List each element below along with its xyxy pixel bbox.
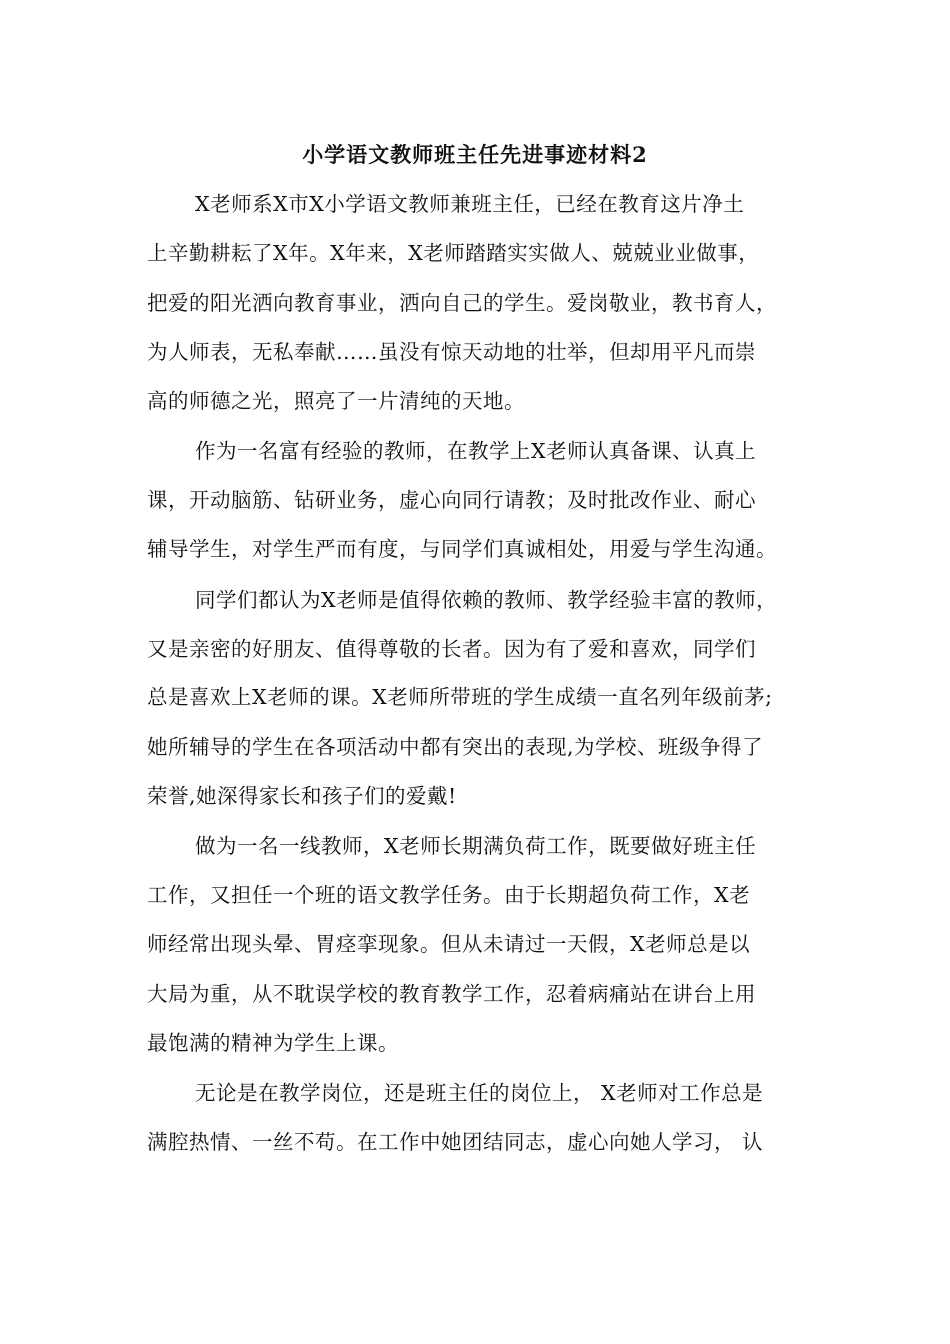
paragraph-1-line-4: 为人师表，无私奉献……虽没有惊天动地的壮举，但却用平凡而崇 (147, 340, 756, 364)
paragraph-1-line-3: 把爱的阳光洒向教育事业，洒向自己的学生。爱岗敬业，教书育人， (147, 291, 777, 315)
paragraph-3-line-4: 她所辅导的学生在各项活动中都有突出的表现,为学校、班级争得了 (147, 735, 764, 759)
paragraph-2-line-3: 辅导学生，对学生严而有度，与同学们真诚相处，用爱与学生沟通。 (147, 537, 777, 561)
paragraph-4-line-4: 大局为重，从不耽误学校的教育教学工作，忍着病痛站在讲台上用 (147, 982, 756, 1006)
paragraph-4-line-3: 师经常出现头晕、胃痉挛现象。但从未请过一天假，X老师总是以 (147, 932, 751, 956)
paragraph-4-line-1: 做为一名一线教师，X老师长期满负荷工作，既要做好班主任 (195, 834, 757, 858)
paragraph-3-line-2: 又是亲密的好朋友、值得尊敬的长者。因为有了爱和喜欢，同学们 (147, 637, 756, 661)
paragraph-1-line-2: 上辛勤耕耘了X年。X年来，X老师踏踏实实做人、兢兢业业做事， (147, 241, 760, 265)
paragraph-5-line-1: 无论是在教学岗位，还是班主任的岗位上， X老师对工作总是 (195, 1081, 764, 1105)
paragraph-3-line-5: 荣誉,她深得家长和孩子们的爱戴! (147, 784, 457, 808)
paragraph-4-line-5: 最饱满的精神为学生上课。 (147, 1031, 399, 1055)
paragraph-4-line-2: 工作，又担任一个班的语文教学任务。由于长期超负荷工作，X老 (147, 883, 751, 907)
paragraph-2-line-1: 作为一名富有经验的教师，在教学上X老师认真备课、认真上 (195, 439, 757, 463)
paragraph-1-line-1: X老师系X市X小学语文教师兼班主任，已经在教育这片净土 (195, 192, 745, 216)
document-title: 小学语文教师班主任先进事迹材料2 (302, 142, 648, 167)
paragraph-5-line-2: 满腔热情、一丝不苟。在工作中她团结同志，虚心向她人学习， 认 (147, 1130, 764, 1154)
paragraph-3-line-3: 总是喜欢上X老师的课。X老师所带班的学生成绩一直名列年级前茅; (147, 685, 773, 709)
paragraph-2-line-2: 课，开动脑筋、钻研业务，虚心向同行请教；及时批改作业、耐心 (147, 488, 756, 512)
paragraph-3-line-1: 同学们都认为X老师是值得依赖的教师、教学经验丰富的教师， (195, 588, 778, 612)
paragraph-1-line-5: 高的师德之光，照亮了一片清纯的天地。 (147, 389, 525, 413)
